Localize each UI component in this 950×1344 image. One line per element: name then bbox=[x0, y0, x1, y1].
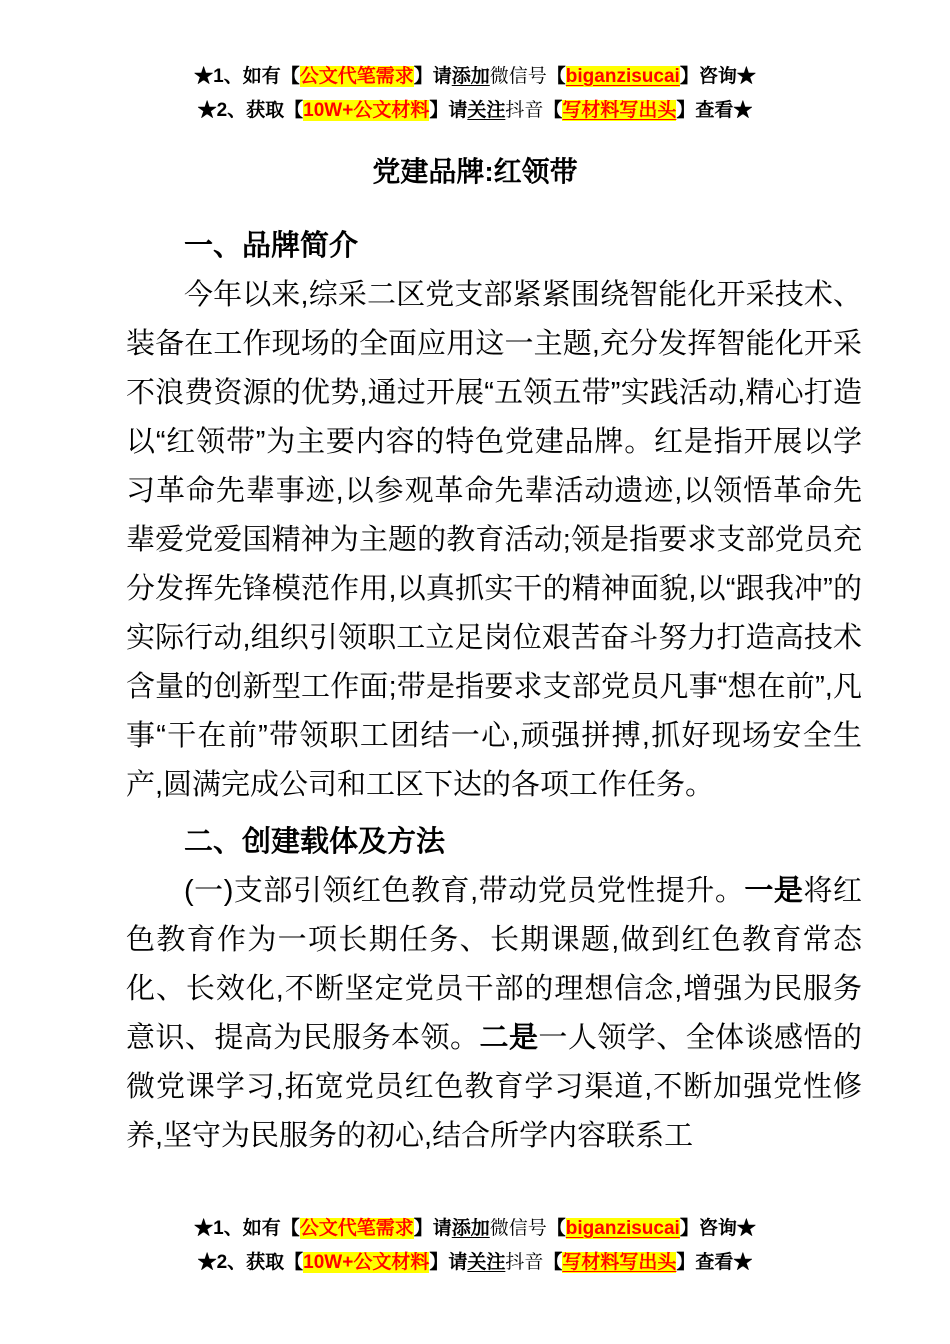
text-segment: 10W+公文材料 bbox=[303, 1252, 430, 1273]
text-segment: ★1、如有【 bbox=[194, 66, 300, 87]
text-segment: 微信号 bbox=[489, 1218, 547, 1239]
section-heading-2: 二、创建载体及方法 bbox=[184, 826, 446, 858]
text-segment: 【 bbox=[543, 1252, 563, 1273]
promo-header bbox=[0, 0, 950, 128]
promo-footer-line-1 bbox=[0, 1212, 950, 1246]
page-title: 党建品牌:红领带 bbox=[372, 156, 578, 187]
text-segment: 一人领学、全体谈感悟的微党课学习,拓宽党员红色教育学习渠道,不断加强党性修养,坚守为民服务的初心,结合所学内容联系工 bbox=[126, 1022, 862, 1152]
text-segment: ★1、如有【 bbox=[194, 1218, 300, 1239]
text-segment: 关注 bbox=[467, 100, 506, 121]
text-segment: 一是 bbox=[744, 875, 804, 907]
text-segment: 】查看★ bbox=[676, 1252, 753, 1273]
document-body bbox=[126, 222, 862, 1161]
promo-footer bbox=[0, 1212, 950, 1280]
text-segment: 】请 bbox=[429, 1252, 468, 1273]
text-segment: ★2、获取【 bbox=[197, 1252, 304, 1273]
text-segment: 抖音 bbox=[505, 1252, 544, 1273]
text-segment: 抖音 bbox=[505, 100, 544, 121]
text-segment: 10W+公文材料 bbox=[303, 100, 430, 121]
text-segment: 关注 bbox=[467, 1252, 506, 1273]
text-segment: 今年以来,综采二区党支部紧紧围绕智能化开采技术、装备在工作现场的全面应用这一主题,充分发挥智能化开采不浪费资源的优势,通过开展“五领五带”实践活动,精心打造以“红领带”为主要内容的特色党建品牌。红是指开展以学习革命先辈事迹,以参观革命先辈活动遗迹,以领悟革命先辈爱党爱国精神为主题的教育活动;领是指要求支部党员充分发挥先锋模范作用,以真抓实干的精神面貌,以“跟我冲”的实际行动,组织引领职工立足岗位艰苦奋斗努力打造高技术含量的创新型工作面;带是指要求支部党员凡事“想在前”,凡事“干在前”带领职工团结一心,顽强拼搏,抓好现场安全生产,圆满完成公司和工区下达的各项工作任务。 bbox=[126, 279, 862, 801]
text-segment: 】咨询★ bbox=[679, 1218, 756, 1239]
text-segment: 写材料写出头 bbox=[562, 100, 677, 121]
paragraph-brand-intro bbox=[126, 271, 862, 810]
text-segment: biganzisucai bbox=[565, 1218, 680, 1239]
text-segment: biganzisucai bbox=[565, 66, 680, 87]
promo-footer-line-2 bbox=[0, 1246, 950, 1280]
text-segment: 写材料写出头 bbox=[562, 1252, 677, 1273]
text-segment: 公文代笔需求 bbox=[299, 66, 414, 87]
text-segment: 添加 bbox=[451, 1218, 490, 1239]
text-segment: 】查看★ bbox=[676, 100, 753, 121]
text-segment: 】咨询★ bbox=[679, 66, 756, 87]
paragraph-methods bbox=[126, 867, 862, 1161]
section-heading-1: 一、品牌简介 bbox=[184, 230, 359, 262]
text-segment: 】请 bbox=[413, 66, 452, 87]
promo-header-line-1 bbox=[0, 60, 950, 94]
text-segment: 二是 bbox=[479, 1022, 539, 1054]
text-segment: 公文代笔需求 bbox=[299, 1218, 414, 1239]
text-segment: (一)支部引领红色教育,带动党员党性提升。 bbox=[184, 875, 745, 907]
text-segment: ★2、获取【 bbox=[197, 100, 304, 121]
text-segment: 】请 bbox=[413, 1218, 452, 1239]
text-segment: 添加 bbox=[451, 66, 490, 87]
text-segment: 微信号 bbox=[489, 66, 547, 87]
text-segment: 】请 bbox=[429, 100, 468, 121]
text-segment: 【 bbox=[543, 100, 563, 121]
promo-header-line-2 bbox=[0, 94, 950, 128]
text-segment: 【 bbox=[546, 1218, 566, 1239]
text-segment: 将红色教育作为一项长期任务、长期课题,做到红色教育常态化、长效化,不断坚定党员干部的理想信念,增强为民服务意识、提高为民服务本领。 bbox=[126, 875, 862, 1054]
text-segment: 【 bbox=[546, 66, 566, 87]
